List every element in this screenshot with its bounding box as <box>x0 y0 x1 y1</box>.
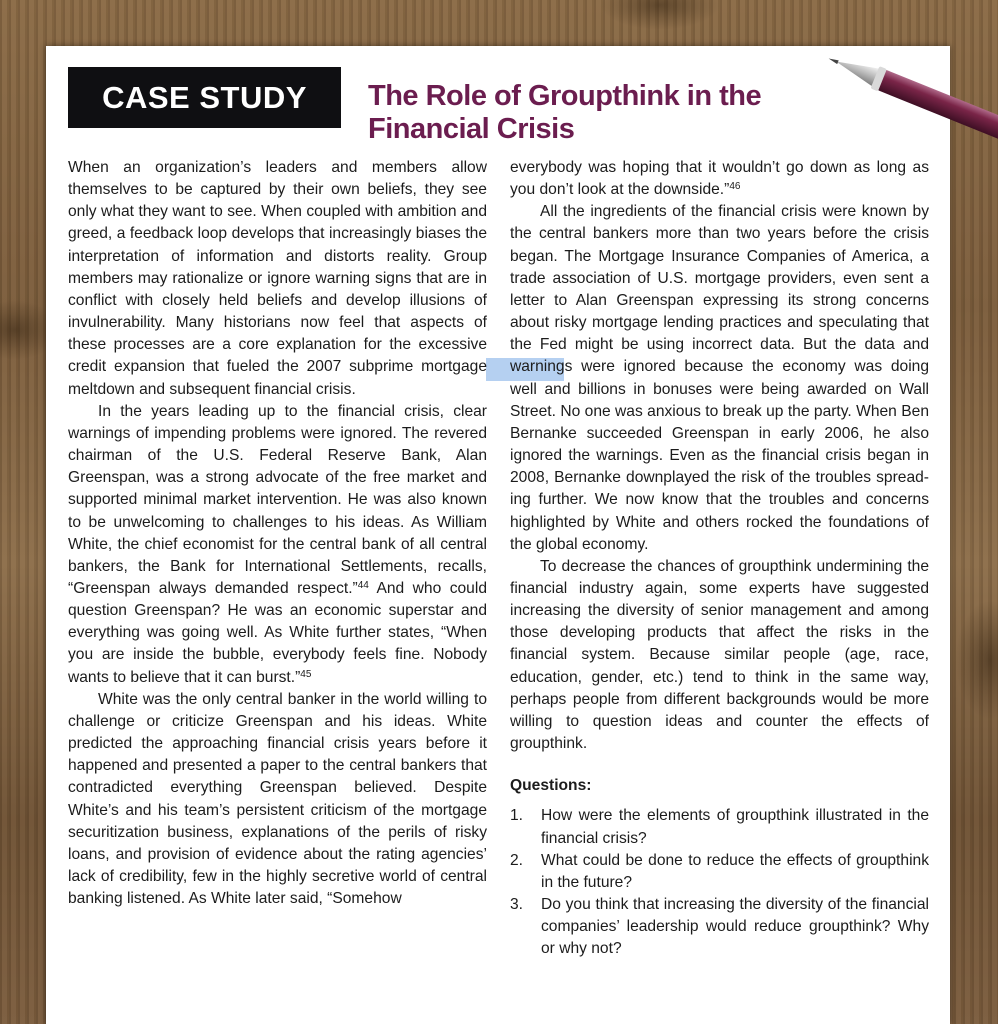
paragraph-text: In the years leading up to the financial crisis, clear warnings of impending problems were ignored. The revered chairman of the U.S. Federal Reserve Bank, Alan Greenspan, was a strong advocate of the free market and supported minimal market intervention. He was also known to be unwelcoming to challenges to his ideas. As William White, the chief economist for the central bank of all central bankers, the Bank for International Settlements, recalls, “Greenspan always demanded respect.” <box>68 402 487 597</box>
question-text: How were the elements of groupthink illustrated in the financial crisis? <box>541 807 929 847</box>
questions-list <box>510 805 929 960</box>
question-number: 3. <box>510 896 524 913</box>
wood-knot <box>955 600 998 720</box>
paragraph-text: And who could question Greenspan? He was an economic superstar and everything was going well. As White further states, “When you are inside the bubble, everybody feels fine. Nobody wants to believe that it can burst.” <box>68 579 487 686</box>
page-title: The Role of Groupthink in the Financial Crisis <box>368 80 762 145</box>
wood-knot <box>600 0 720 30</box>
case-study-badge: CASE STUDY <box>68 67 341 128</box>
left-column <box>68 157 487 910</box>
footnote-ref: 46 <box>729 181 741 193</box>
questions-heading: Questions: <box>510 777 592 795</box>
question-item <box>510 805 929 849</box>
question-item <box>510 850 929 894</box>
footnote-ref: 45 <box>300 668 312 680</box>
right-column <box>510 157 929 960</box>
question-number: 1. <box>510 807 524 825</box>
paragraph: When an organization’s leaders and members allow themselves to be captured by their own beliefs, they see only what they want to see. When coupled with ambition and greed, a feedback loop develops that increasingly biases the interpretation of information and distorts reality. Group members may rationalize or ignore warning signs that are in conflict with closely held beliefs and develop illusions of invulnerability. Many historians now feel that aspects of these processes are a core explanation for the excessive credit expansion that fueled the 2007 subprime mortgage meltdown and subsequent financial crisis. <box>68 159 487 398</box>
paragraph <box>510 157 929 201</box>
question-number: 2. <box>510 851 524 869</box>
question-text: Do you think that increasing the diversity of the financial companies’ leadership would reduce groupthink? Why or why not? <box>541 896 929 958</box>
paragraph: To decrease the chances of groupthink undermining the financial industry again, some experts have suggested increasing the diversity of senior management and among those developing products that affect the risks in the financial system. Because similar people (age, race, education, gender, etc.) tend to think in the same way, perhaps people from different backgrounds would be more willing to question ideas and counter the effects of groupthink. <box>510 557 929 753</box>
question-item <box>510 894 929 960</box>
paragraph: White was the only central banker in the world willing to challenge or criticize Greenspan and his ideas. White predicted the approaching financial crisis years before it happened and presented a paper to the central bankers that contradicted everything Greenspan believed. Despite White’s and his team’s persistent criticism of the mortgage securitization business, explanations of the perils of risky loans, and provision of evidence about the rating agencies’ lack of credibility, few in the highly secretive world of central banking listened. As White later said, “Somehow <box>68 690 487 908</box>
paragraph <box>68 401 487 689</box>
footnote-ref: 44 <box>357 579 369 591</box>
question-text: What could be done to reduce the effects of groupthink in the future? <box>541 851 929 891</box>
paragraph-text: everybody was hoping that it wouldn’t go down as long as you don’t look at the downside.” <box>510 159 929 199</box>
paragraph: All the ingredients of the financial crisis were known by the central bankers more than two years before the crisis began. The Mortgage Insurance Companies of America, a trade association of U.S. mortgage providers, even sent a letter to Alan Greenspan expressing its strong concerns about risky mortgage lending practices and speculating that the Fed might be using incorrect data. But the data and warnings were ignored because the economy was doing well and billions in bonuses were being awarded on Wall Street. No one was anxious to break up the party. When Ben Bernanke succeeded Greenspan in early 2006, he also ignored the warnings. Even as the financial crisis began in 2008, Bernanke downplayed the risk of the troubles spreading further. We now know that the troubles and concerns highlighted by White and others rocked the foundations of the global economy. <box>510 203 929 553</box>
